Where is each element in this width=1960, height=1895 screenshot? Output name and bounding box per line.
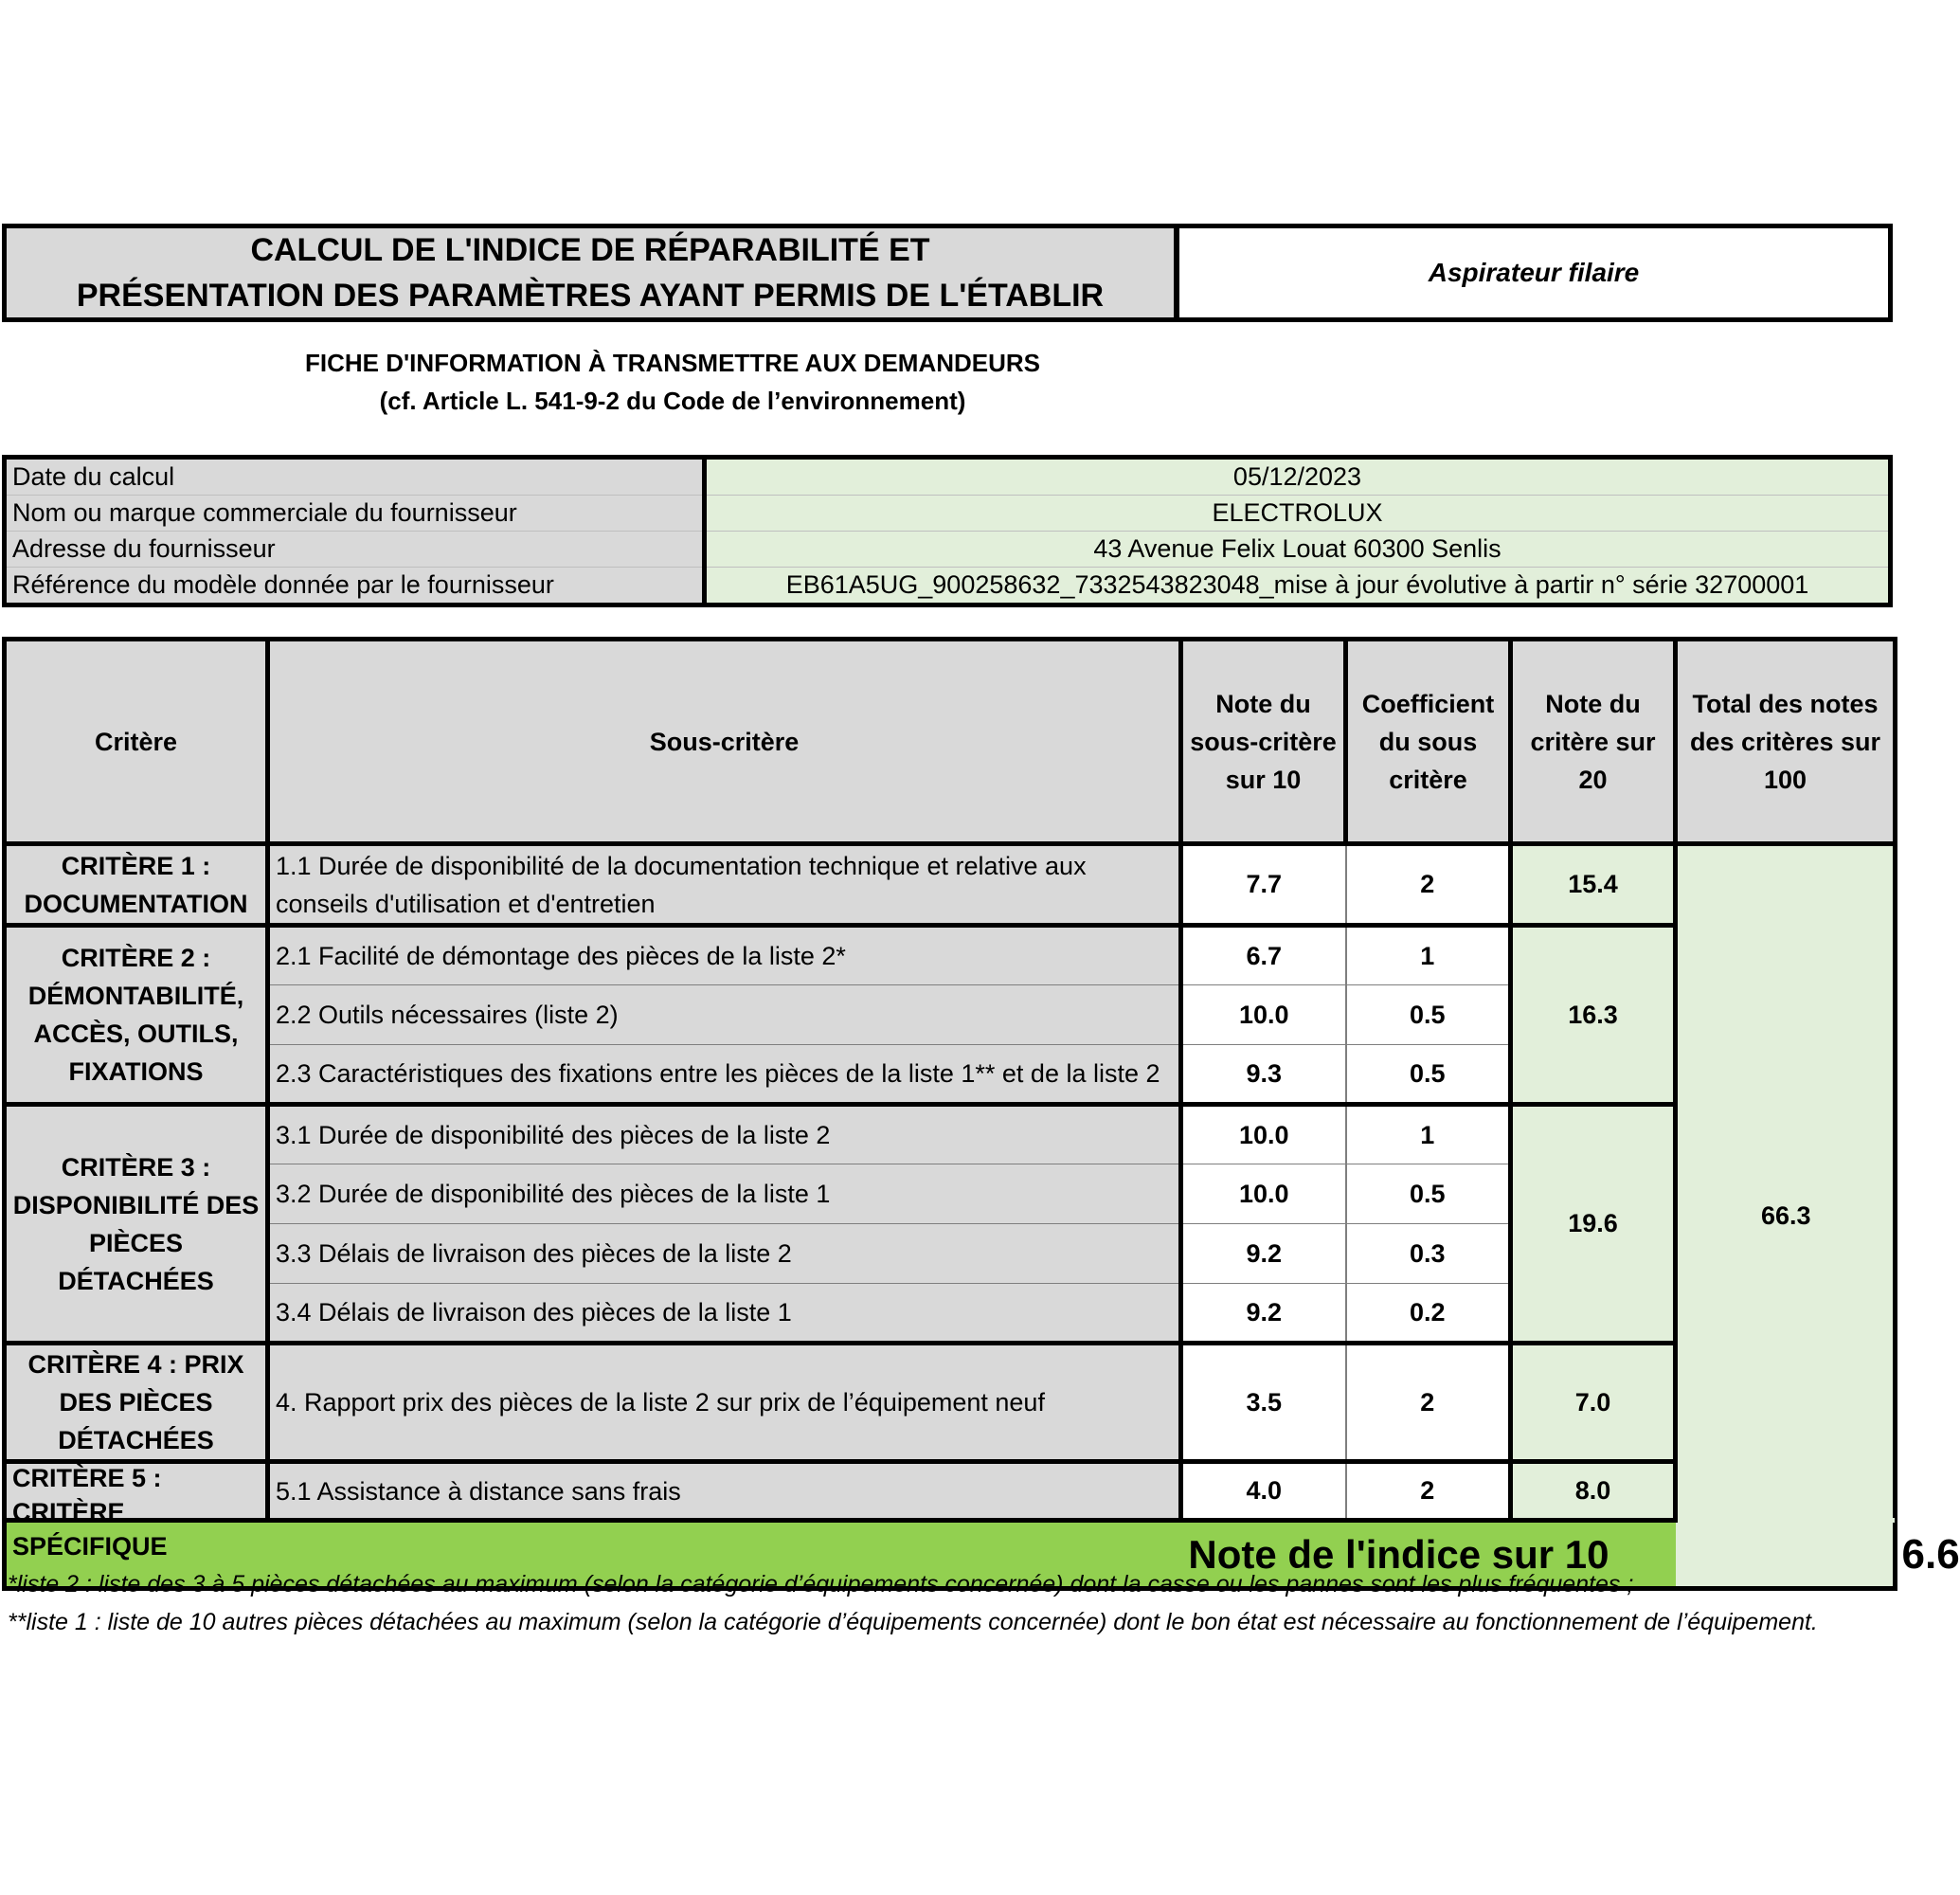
sous-critere-coef: 2: [1346, 1462, 1511, 1521]
header-total: Total des notes des critères sur 100: [1676, 640, 1896, 844]
header-sous-critere: Sous-critère: [268, 640, 1181, 844]
info-value: ELECTROLUX: [705, 496, 1891, 532]
critere-4-note: 7.0: [1511, 1344, 1676, 1462]
footnote-liste-2: *liste 2 : liste des 3 à 5 pièces détachées au maximum (selon la catégorie d’équipements concernée) dont la casse ou les pannes sont les plus fréquentes ;: [8, 1571, 1634, 1597]
sous-critere-coef: 0.5: [1346, 985, 1511, 1045]
sous-critere-label: 3.3 Délais de livraison des pièces de la liste 2: [268, 1224, 1181, 1284]
sous-critere-coef: 0.5: [1346, 1164, 1511, 1224]
sous-critere-label: 5.1 Assistance à distance sans frais: [268, 1462, 1181, 1521]
sous-critere-label: 2.1 Facilité de démontage des pièces de la liste 2*: [268, 926, 1181, 985]
critere-5-name: [5, 1462, 268, 1561]
critere-2-note: 16.3: [1511, 926, 1676, 1105]
critere-5-text: CRITÈRE 5 : CRITÈRE SPÉCIFIQUE: [12, 1463, 168, 1561]
fiche-reference: (cf. Article L. 541-9-2 du Code de l’environnement): [379, 387, 966, 415]
product-type: Aspirateur filaire: [1175, 224, 1893, 322]
sous-critere-note: 7.7: [1181, 844, 1346, 926]
critere-1-note: 15.4: [1511, 844, 1676, 926]
header-note-critere: Note du critère sur 20: [1511, 640, 1676, 844]
sous-critere-label: 3.4 Délais de livraison des pièces de la liste 1: [268, 1284, 1181, 1344]
header-critere: Critère: [5, 640, 268, 844]
sous-critere-coef: 0.2: [1346, 1284, 1511, 1344]
info-row: [5, 496, 1891, 532]
sous-critere-coef: 0.5: [1346, 1045, 1511, 1105]
document-title: [2, 224, 1178, 322]
supplier-info-table: [2, 455, 1893, 607]
info-label: Adresse du fournisseur: [5, 532, 705, 568]
sous-critere-coef: 1: [1346, 926, 1511, 985]
sous-critere-note: 6.7: [1181, 926, 1346, 985]
info-value: 05/12/2023: [705, 458, 1891, 496]
sous-critere-note: 9.3: [1181, 1045, 1346, 1105]
sous-critere-coef: 2: [1346, 1344, 1511, 1462]
sous-critere-label: 4. Rapport prix des pièces de la liste 2 sur prix de l’équipement neuf: [268, 1344, 1181, 1462]
critere-5-note: 8.0: [1511, 1462, 1676, 1521]
sous-critere-label: 3.2 Durée de disponibilité des pièces de la liste 1: [268, 1164, 1181, 1224]
info-row: [5, 568, 1891, 605]
critere-2-name: CRITÈRE 2 : DÉMONTABILITÉ, ACCÈS, OUTILS, FIXATIONS: [5, 926, 268, 1105]
critere-3-note: 19.6: [1511, 1105, 1676, 1344]
info-value: 43 Avenue Felix Louat 60300 Senlis: [705, 532, 1891, 568]
critere-4-name: CRITÈRE 4 : PRIX DES PIÈCES DÉTACHÉES: [5, 1344, 268, 1462]
title-line-2: PRÉSENTATION DES PARAMÈTRES AYANT PERMIS DE L'ÉTABLIR: [76, 278, 1105, 314]
sous-critere-coef: 2: [1346, 844, 1511, 926]
sous-critere-coef: 0.3: [1346, 1224, 1511, 1284]
sous-critere-note: 4.0: [1181, 1462, 1346, 1521]
info-row: [5, 532, 1891, 568]
sous-critere-note: 3.5: [1181, 1344, 1346, 1462]
sous-critere-note: 10.0: [1181, 1105, 1346, 1164]
title-line-1: CALCUL DE L'INDICE DE RÉPARABILITÉ ET: [250, 232, 930, 268]
info-label: Nom ou marque commerciale du fournisseur: [5, 496, 705, 532]
table-row: [5, 1344, 1896, 1462]
final-score-row: Note de l'indice sur 10 6.6: [5, 1521, 1896, 1589]
critere-1-name: CRITÈRE 1 : DOCUMENTATION: [5, 844, 268, 926]
sous-critere-coef: 1: [1346, 1105, 1511, 1164]
footnotes: [8, 1565, 1883, 1641]
sous-critere-label: 2.3 Caractéristiques des fixations entre les pièces de la liste 1** et de la liste 2: [268, 1045, 1181, 1105]
table-row: [5, 926, 1896, 985]
header-coefficient: Coefficient du sous critère: [1346, 640, 1511, 844]
total-score: 66.3: [1676, 844, 1896, 1589]
critere-3-name: CRITÈRE 3 : DISPONIBILITÉ DES PIÈCES DÉTACHÉES: [5, 1105, 268, 1344]
sous-critere-label: 3.1 Durée de disponibilité des pièces de la liste 2: [268, 1105, 1181, 1164]
sous-critere-label: 1.1 Durée de disponibilité de la documentation technique et relative aux conseils d'utilisation et d'entretien: [268, 844, 1181, 926]
info-label: Référence du modèle donnée par le fournisseur: [5, 568, 705, 605]
header-note-sous-critere: Note du sous-critère sur 10: [1181, 640, 1346, 844]
repairability-table: [2, 637, 1960, 1591]
table-header-row: [5, 640, 1896, 844]
info-label: Date du calcul: [5, 458, 705, 496]
footnote-liste-1: **liste 1 : liste de 10 autres pièces détachées au maximum (selon la catégorie d’équipements concernée) dont le bon état est nécessaire au fonctionnement de l’équipement.: [8, 1609, 1818, 1635]
sous-critere-note: 10.0: [1181, 985, 1346, 1045]
table-row: [5, 1462, 1896, 1521]
table-row: [5, 1105, 1896, 1164]
sous-critere-note: 10.0: [1181, 1164, 1346, 1224]
info-value: EB61A5UG_900258632_7332543823048_mise à jour évolutive à partir n° série 32700001: [705, 568, 1891, 605]
table-row: [5, 844, 1896, 926]
info-row: [5, 458, 1891, 496]
sous-critere-label: 2.2 Outils nécessaires (liste 2): [268, 985, 1181, 1045]
final-score-label: Note de l'indice sur 10: [5, 1521, 1676, 1589]
fiche-title: FICHE D'INFORMATION À TRANSMETTRE AUX DEMANDEURS: [304, 349, 1041, 377]
sous-critere-note: 9.2: [1181, 1224, 1346, 1284]
sous-critere-note: 9.2: [1181, 1284, 1346, 1344]
